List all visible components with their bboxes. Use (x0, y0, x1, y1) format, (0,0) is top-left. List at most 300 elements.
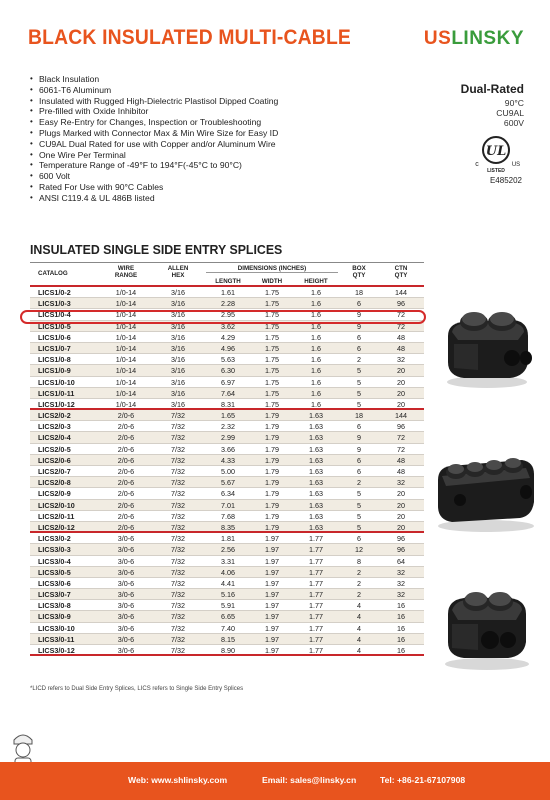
catalog-cell: LICS1/0-6 (38, 332, 71, 342)
ctn-qty-cell: 32 (397, 567, 405, 577)
ul-c-text: c (475, 161, 479, 168)
wire-range-cell: 3/0-6 (117, 545, 135, 555)
wire-range-cell: 2/0-6 (117, 511, 135, 521)
header-hex: HEX (171, 272, 185, 279)
length-cell: 5.67 (221, 478, 235, 488)
section-title: INSULATED SINGLE SIDE ENTRY SPLICES (30, 242, 283, 257)
length-cell: 3.66 (221, 444, 235, 454)
width-cell: 1.97 (265, 634, 279, 644)
table-header (30, 262, 424, 287)
ctn-qty-cell: 72 (397, 321, 405, 331)
box-qty-cell: 2 (357, 578, 361, 588)
allen-hex-cell: 3/16 (171, 288, 185, 297)
catalog-cell: LICS2/0-5 (38, 444, 71, 454)
catalog-cell: LICS3/0-12 (38, 646, 75, 655)
allen-hex-cell: 7/32 (171, 534, 185, 544)
box-qty-cell: 6 (357, 422, 361, 432)
table-row (30, 410, 424, 421)
catalog-cell: LICS3/0-4 (38, 556, 71, 566)
dual-rated-heading: Dual-Rated (460, 82, 524, 96)
ctn-qty-cell: 48 (397, 467, 405, 476)
width-cell: 1.75 (265, 321, 279, 331)
wire-range-cell: 3/0-6 (117, 623, 135, 633)
width-cell: 1.79 (265, 444, 279, 454)
table-row (30, 377, 424, 388)
allen-hex-cell: 7/32 (171, 545, 185, 555)
box-qty-cell: 5 (357, 489, 361, 499)
width-cell: 1.97 (265, 534, 279, 544)
catalog-cell: LICS3/0-7 (38, 590, 71, 600)
header-wire-range (106, 265, 146, 279)
logo-us: US (423, 28, 452, 49)
table-row (30, 533, 424, 544)
box-qty-cell: 2 (357, 355, 361, 365)
wire-range-cell: 3/0-6 (117, 634, 135, 644)
catalog-cell: LICS1/0-8 (38, 355, 71, 365)
ctn-qty-cell: 72 (397, 433, 405, 443)
table-row (30, 589, 424, 600)
rating-temperature: 90°C (504, 98, 524, 108)
ctn-qty-cell: 96 (397, 545, 405, 555)
wire-range-cell: 3/0-6 (117, 646, 135, 655)
length-cell: 6.97 (221, 377, 235, 387)
footer-website[interactable]: Web: www.shlinsky.com (128, 775, 228, 785)
allen-hex-cell: 3/16 (171, 388, 185, 398)
table-row (30, 421, 424, 432)
table-row (30, 477, 424, 488)
ctn-qty-cell: 20 (397, 377, 405, 387)
allen-hex-cell: 3/16 (171, 343, 185, 353)
allen-hex-cell: 3/16 (171, 332, 185, 342)
length-cell: 2.99 (221, 433, 235, 443)
width-cell: 1.75 (265, 399, 279, 409)
length-cell: 7.01 (221, 500, 235, 510)
ul-mark-text: UL (485, 144, 507, 159)
feature-item: • Rated For Use with 90°C Cables (30, 182, 278, 193)
catalog-cell: LICS3/0-11 (38, 634, 75, 644)
table-row (30, 354, 424, 365)
length-cell: 4.96 (221, 343, 235, 353)
wire-range-cell: 1/0-14 (115, 366, 137, 376)
table-body (30, 287, 424, 656)
width-cell: 1.75 (265, 377, 279, 387)
feature-item: • 600 Volt (30, 171, 278, 182)
box-qty-cell: 4 (357, 601, 361, 611)
table-row (30, 645, 424, 656)
ctn-qty-cell: 32 (397, 478, 405, 488)
width-cell: 1.79 (265, 467, 279, 476)
dual-rated-block (461, 82, 524, 128)
table-row (30, 511, 424, 522)
header-ctn-qty-label: QTY (394, 272, 408, 279)
height-cell: 1.6 (311, 377, 321, 387)
height-cell: 1.6 (311, 299, 321, 309)
length-cell: 1.61 (221, 288, 235, 297)
catalog-cell: LICS1/0-10 (38, 377, 75, 387)
logo-rest: LINSKY (451, 28, 524, 49)
wire-range-cell: 2/0-6 (117, 500, 135, 510)
box-qty-cell: 8 (357, 556, 361, 566)
length-cell: 7.64 (221, 388, 235, 398)
length-cell: 6.30 (221, 366, 235, 376)
feature-item: • Plugs Marked with Connector Max & Min Wire Size for Easy ID (30, 128, 278, 139)
height-cell: 1.6 (311, 366, 321, 376)
box-qty-cell: 5 (357, 399, 361, 409)
length-cell: 7.68 (221, 511, 235, 521)
catalog-cell: LICS1/0-2 (38, 288, 71, 297)
width-cell: 1.97 (265, 545, 279, 555)
ctn-qty-cell: 16 (397, 646, 405, 655)
width-cell: 1.75 (265, 299, 279, 309)
height-cell: 1.63 (309, 500, 323, 510)
height-cell: 1.63 (309, 433, 323, 443)
allen-hex-cell: 3/16 (171, 299, 185, 309)
catalog-cell: LICS3/0-6 (38, 578, 71, 588)
ctn-qty-cell: 20 (397, 489, 405, 499)
brand-logo (424, 28, 524, 50)
length-cell: 5.16 (221, 590, 235, 600)
catalog-cell: LICS3/0-8 (38, 601, 71, 611)
header-catalog: CATALOG (38, 270, 68, 277)
allen-hex-cell: 7/32 (171, 601, 185, 611)
width-cell: 1.75 (265, 366, 279, 376)
table-row (30, 298, 424, 309)
length-cell: 2.28 (221, 299, 235, 309)
catalog-cell: LICS2/0-9 (38, 489, 71, 499)
allen-hex-cell: 7/32 (171, 567, 185, 577)
length-cell: 6.34 (221, 489, 235, 499)
allen-hex-cell: 7/32 (171, 511, 185, 521)
allen-hex-cell: 7/32 (171, 556, 185, 566)
wire-range-cell: 3/0-6 (117, 534, 135, 544)
length-cell: 4.41 (221, 578, 235, 588)
feature-item: • One Wire Per Terminal (30, 150, 278, 161)
wire-range-cell: 2/0-6 (117, 467, 135, 476)
feature-list (30, 74, 278, 204)
page-title: BLACK INSULATED MULTI-CABLE (28, 26, 352, 49)
ul-us-text: US (511, 162, 521, 168)
box-qty-cell: 9 (357, 444, 361, 454)
allen-hex-cell: 3/16 (171, 399, 185, 409)
table-row (30, 634, 424, 645)
catalog-cell: LICS2/0-11 (38, 511, 75, 521)
width-cell: 1.79 (265, 411, 279, 421)
allen-hex-cell: 7/32 (171, 612, 185, 622)
footer-phone[interactable]: Tel: +86-21-67107908 (380, 775, 466, 785)
catalog-cell: LICS3/0-3 (38, 545, 71, 555)
table-row (30, 522, 424, 533)
ctn-qty-cell: 48 (397, 343, 405, 353)
box-qty-cell: 4 (357, 612, 361, 622)
table-row (30, 399, 424, 410)
ctn-qty-cell: 20 (397, 500, 405, 510)
feature-item: • 6061-T6 Aluminum (30, 85, 278, 96)
height-cell: 1.77 (309, 590, 323, 600)
catalog-cell: LICS1/0-12 (38, 399, 75, 409)
footnote: *LICD refers to Dual Side Entry Splices, LICS refers to Single Side Entry Splices (30, 686, 244, 692)
table-row (30, 332, 424, 343)
ctn-qty-cell: 20 (397, 388, 405, 398)
height-cell: 1.63 (309, 511, 323, 521)
box-qty-cell: 5 (357, 500, 361, 510)
table-row (30, 466, 424, 477)
ctn-qty-cell: 96 (397, 299, 405, 309)
height-cell: 1.63 (309, 522, 323, 532)
length-cell: 8.15 (221, 634, 235, 644)
catalog-cell: LICS3/0-10 (38, 623, 75, 633)
ctn-qty-cell: 48 (397, 455, 405, 465)
feature-item: • Easy Re-Entry for Changes, Inspection or Troubleshooting (30, 117, 278, 128)
width-cell: 1.97 (265, 590, 279, 600)
catalog-cell: LICS1/0-7 (38, 343, 71, 353)
height-cell: 1.77 (309, 601, 323, 611)
height-cell: 1.77 (309, 646, 323, 655)
wire-range-cell: 2/0-6 (117, 455, 135, 465)
wire-range-cell: 3/0-6 (117, 567, 135, 577)
feature-item: • Pre-filled with Oxide Inhibitor (30, 106, 278, 117)
table-row (30, 623, 424, 634)
table-row (30, 500, 424, 511)
header-range: RANGE (114, 272, 138, 279)
ctn-qty-cell: 96 (397, 422, 405, 432)
length-cell: 3.62 (221, 321, 235, 331)
length-cell: 8.35 (221, 522, 235, 532)
box-qty-cell: 9 (357, 310, 361, 320)
height-cell: 1.63 (309, 467, 323, 476)
table-row (30, 343, 424, 354)
height-cell: 1.6 (311, 288, 321, 297)
height-cell: 1.63 (309, 422, 323, 432)
multi-port-splice-image (430, 442, 542, 534)
height-cell: 1.6 (311, 355, 321, 365)
width-cell: 1.97 (265, 623, 279, 633)
width-cell: 1.79 (265, 478, 279, 488)
allen-hex-cell: 3/16 (171, 377, 185, 387)
feature-item: • CU9AL Dual Rated for use with Copper and/or Aluminum Wire (30, 139, 278, 150)
wire-range-cell: 2/0-6 (117, 433, 135, 443)
box-qty-cell: 6 (357, 343, 361, 353)
box-qty-cell: 9 (357, 433, 361, 443)
length-cell: 5.91 (221, 601, 235, 611)
length-cell: 7.40 (221, 623, 235, 633)
length-cell: 8.31 (221, 399, 235, 409)
box-qty-cell: 9 (357, 321, 361, 331)
table-row (30, 388, 424, 399)
wire-range-cell: 2/0-6 (117, 478, 135, 488)
ctn-qty-cell: 48 (397, 332, 405, 342)
three-port-splice-image (438, 578, 536, 674)
wire-range-cell: 1/0-14 (115, 343, 137, 353)
wire-range-cell: 3/0-6 (117, 601, 135, 611)
rating-voltage: 600V (503, 118, 524, 128)
width-cell: 1.79 (265, 522, 279, 532)
box-qty-cell: 6 (357, 467, 361, 476)
length-cell: 5.63 (221, 355, 235, 365)
table-row (30, 455, 424, 466)
box-qty-cell: 18 (355, 288, 363, 297)
header-ctn-qty (386, 265, 416, 279)
allen-hex-cell: 7/32 (171, 422, 185, 432)
wire-range-cell: 1/0-14 (115, 377, 137, 387)
box-qty-cell: 5 (357, 366, 361, 376)
allen-hex-cell: 7/32 (171, 646, 185, 655)
width-cell: 1.97 (265, 646, 279, 655)
table-row (30, 556, 424, 567)
allen-hex-cell: 7/32 (171, 478, 185, 488)
width-cell: 1.79 (265, 489, 279, 499)
length-cell: 1.65 (221, 411, 235, 421)
box-qty-cell: 5 (357, 522, 361, 532)
feature-item: • ANSI C119.4 & UL 486B listed (30, 193, 278, 204)
allen-hex-cell: 3/16 (171, 366, 185, 376)
feature-item: • Temperature Range of -49°F to 194°F(-45°C to 90°C) (30, 160, 278, 171)
ctn-qty-cell: 64 (397, 556, 405, 566)
catalog-cell: LICS2/0-12 (38, 522, 75, 532)
wire-range-cell: 2/0-6 (117, 422, 135, 432)
wire-range-cell: 3/0-6 (117, 612, 135, 622)
box-qty-cell: 6 (357, 455, 361, 465)
header-box-qty-label: QTY (352, 272, 366, 279)
width-cell: 1.75 (265, 388, 279, 398)
wire-range-cell: 1/0-14 (115, 310, 137, 320)
table-row (30, 611, 424, 622)
allen-hex-cell: 7/32 (171, 578, 185, 588)
ul-listed-text: LISTED (487, 168, 505, 174)
height-cell: 1.6 (311, 332, 321, 342)
header-box-qty (344, 265, 374, 279)
length-cell: 4.06 (221, 567, 235, 577)
width-cell: 1.75 (265, 332, 279, 342)
ctn-qty-cell: 72 (397, 310, 405, 320)
width-cell: 1.79 (265, 500, 279, 510)
width-cell: 1.79 (265, 433, 279, 443)
box-qty-cell: 4 (357, 646, 361, 655)
height-cell: 1.77 (309, 612, 323, 622)
wire-range-cell: 1/0-14 (115, 288, 137, 297)
rating-material: CU9AL (496, 108, 524, 118)
length-cell: 2.56 (221, 545, 235, 555)
catalog-cell: LICS1/0-9 (38, 366, 71, 376)
highlight-ring (20, 310, 426, 324)
ctn-qty-cell: 16 (397, 601, 405, 611)
wire-range-cell: 1/0-14 (115, 321, 137, 331)
height-cell: 1.77 (309, 634, 323, 644)
two-port-splice-image (438, 300, 536, 392)
width-cell: 1.75 (265, 355, 279, 365)
catalog-cell: LICS2/0-2 (38, 411, 71, 421)
height-cell: 1.77 (309, 578, 323, 588)
width-cell: 1.75 (265, 288, 279, 297)
header-width: WIDTH (261, 278, 283, 285)
footer-email[interactable]: Email: sales@linsky.cn (262, 775, 357, 785)
width-cell: 1.97 (265, 612, 279, 622)
table-row (30, 578, 424, 589)
catalog-cell: LICS1/0-3 (38, 299, 71, 309)
height-cell: 1.6 (311, 310, 321, 320)
allen-hex-cell: 7/32 (171, 489, 185, 499)
length-cell: 5.00 (221, 467, 235, 476)
wire-range-cell: 1/0-14 (115, 355, 137, 365)
catalog-cell: LICS1/0-11 (38, 388, 75, 398)
catalog-cell: LICS2/0-7 (38, 467, 71, 476)
wire-range-cell: 1/0-14 (115, 399, 137, 409)
feature-item: • Black Insulation (30, 74, 278, 85)
wire-range-cell: 3/0-6 (117, 578, 135, 588)
catalog-cell: LICS2/0-8 (38, 478, 71, 488)
ul-file-number: E485202 (489, 176, 522, 185)
allen-hex-cell: 7/32 (171, 634, 185, 644)
box-qty-cell: 2 (357, 567, 361, 577)
height-cell: 1.63 (309, 489, 323, 499)
catalog-cell: LICS3/0-5 (38, 567, 71, 577)
wire-range-cell: 2/0-6 (117, 489, 135, 499)
allen-hex-cell: 7/32 (171, 444, 185, 454)
ctn-qty-cell: 16 (397, 623, 405, 633)
width-cell: 1.97 (265, 601, 279, 611)
height-cell: 1.6 (311, 321, 321, 331)
wire-range-cell: 2/0-6 (117, 444, 135, 454)
box-qty-cell: 5 (357, 511, 361, 521)
allen-hex-cell: 7/32 (171, 623, 185, 633)
length-cell: 8.90 (221, 646, 235, 655)
ctn-qty-cell: 32 (397, 355, 405, 365)
ctn-qty-cell: 20 (397, 366, 405, 376)
header-dimensions: DIMENSIONS (INCHES) (206, 265, 338, 273)
contact-footer (0, 762, 550, 800)
ctn-qty-cell: 16 (397, 612, 405, 622)
table-row (30, 567, 424, 578)
header-allen: ALLEN (167, 265, 189, 272)
length-cell: 1.81 (221, 534, 235, 544)
ctn-qty-cell: 32 (397, 578, 405, 588)
box-qty-cell: 4 (357, 623, 361, 633)
box-qty-cell: 6 (357, 534, 361, 544)
table-row (30, 444, 424, 455)
catalog-cell: LICS2/0-10 (38, 500, 75, 510)
allen-hex-cell: 3/16 (171, 321, 185, 331)
width-cell: 1.79 (265, 511, 279, 521)
length-cell: 3.31 (221, 556, 235, 566)
height-cell: 1.6 (311, 399, 321, 409)
catalog-cell: LICS1/0-4 (38, 310, 71, 320)
width-cell: 1.97 (265, 567, 279, 577)
allen-hex-cell: 7/32 (171, 433, 185, 443)
box-qty-cell: 12 (355, 545, 363, 555)
ctn-qty-cell: 72 (397, 444, 405, 454)
header-allen-hex (158, 265, 198, 279)
ul-listed-icon (470, 134, 522, 174)
box-qty-cell: 2 (357, 478, 361, 488)
width-cell: 1.75 (265, 343, 279, 353)
allen-hex-cell: 7/32 (171, 522, 185, 532)
wire-range-cell: 1/0-14 (115, 332, 137, 342)
width-cell: 1.75 (265, 310, 279, 320)
catalog-cell: LICS3/0-9 (38, 612, 71, 622)
length-cell: 6.65 (221, 612, 235, 622)
height-cell: 1.63 (309, 478, 323, 488)
allen-hex-cell: 7/32 (171, 411, 185, 421)
height-cell: 1.77 (309, 556, 323, 566)
catalog-cell: LICS1/0-5 (38, 321, 71, 331)
table-row (30, 432, 424, 443)
height-cell: 1.77 (309, 567, 323, 577)
table-row (30, 488, 424, 499)
catalog-cell: LICS2/0-6 (38, 455, 71, 465)
height-cell: 1.63 (309, 455, 323, 465)
height-cell: 1.77 (309, 545, 323, 555)
box-qty-cell: 18 (355, 411, 363, 421)
header-wire: WIRE (117, 265, 135, 272)
